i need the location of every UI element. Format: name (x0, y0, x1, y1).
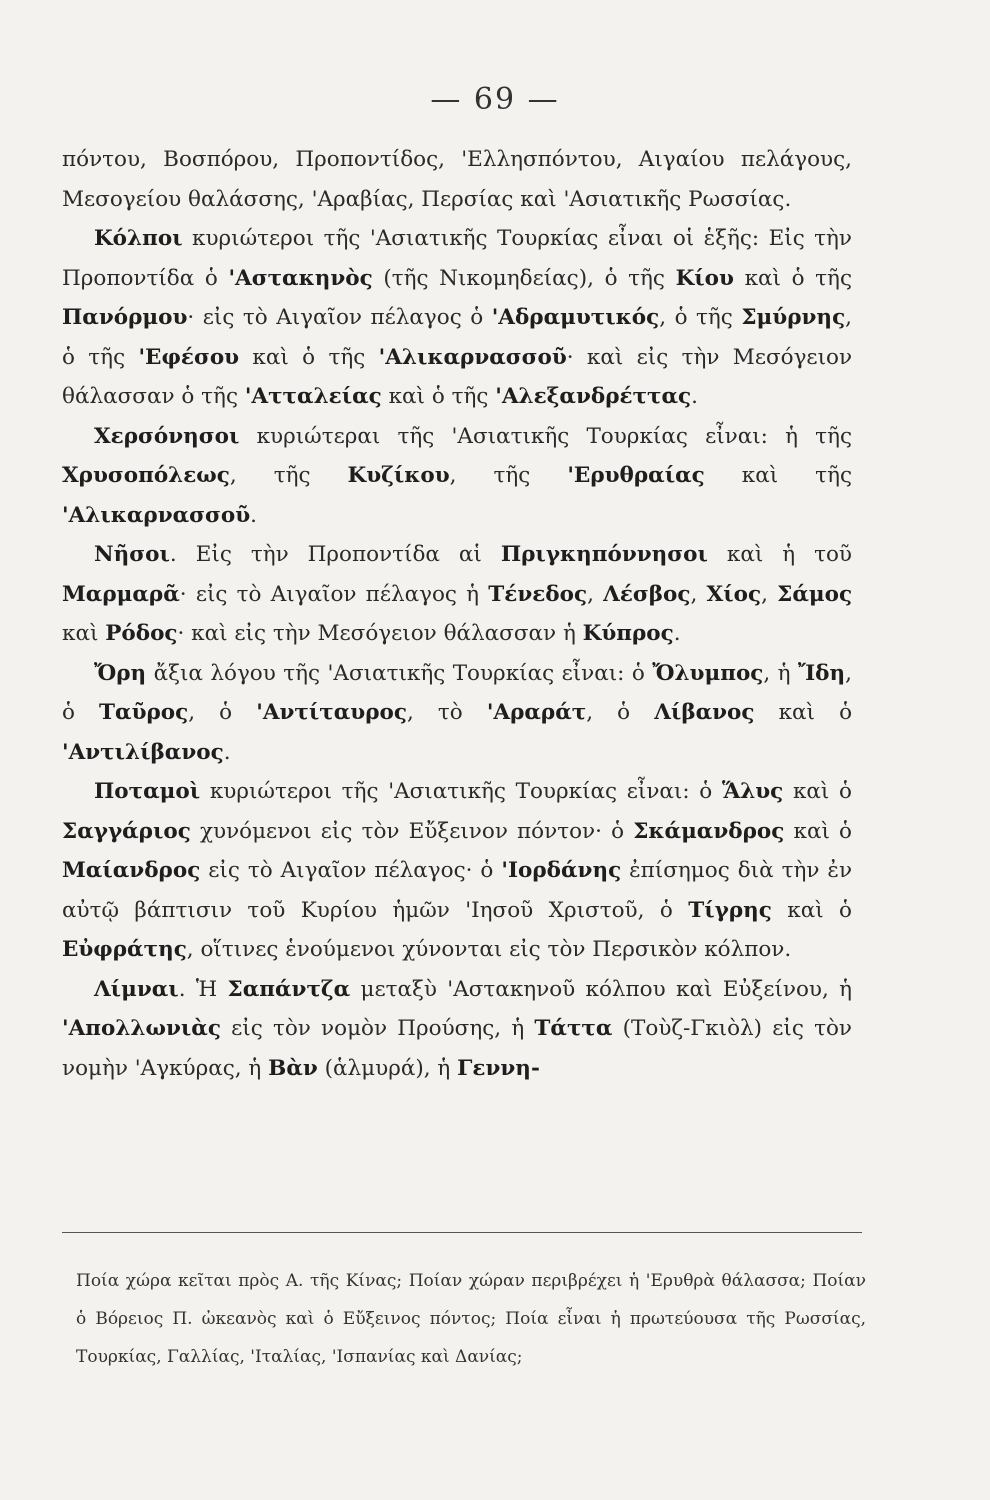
bold-term: Σαπάντζα (227, 976, 351, 1002)
text-run: (Τοὺζ-Γκιὸλ) εἰς τὸν νομὴν 'Αγκύρας, ἡ (62, 1016, 852, 1081)
bold-term: Τάττα (534, 1016, 613, 1041)
bold-term: Ταῦρος (99, 700, 189, 725)
text-run: , τῆς (229, 463, 348, 488)
bold-term: Σαγγάριος (62, 818, 191, 844)
paragraph-continuation (62, 140, 852, 219)
paragraph-gulfs (62, 219, 852, 417)
bold-term: Κίου (675, 265, 734, 291)
bold-term: 'Ιορδάνης (501, 858, 622, 883)
text-run: , (761, 581, 778, 607)
bold-term: Μαίανδρος (62, 858, 201, 883)
text-run: . Εἰς τὴν Προποντίδα αἱ (169, 542, 501, 567)
bold-term: Τένεδος (488, 581, 588, 607)
bold-term: Τίγρης (688, 897, 772, 923)
text-run: κυριώτεραι τῆς 'Ασιατικῆς Τουρκίας εἶναι: ἡ τῆς (239, 423, 852, 449)
bold-term: Ποταμοὶ (94, 779, 201, 804)
text-run: · εἰς τὸ Αιγαῖον πέλαγος ἡ (179, 581, 489, 607)
bold-term: Ἅλυς (721, 779, 784, 804)
text-run: καὶ ἡ τοῦ (707, 542, 852, 567)
paragraph-peninsulas (62, 417, 852, 536)
text-run: καὶ ὁ (783, 779, 853, 804)
text-run: καὶ τῆς (704, 463, 852, 488)
text-run: ἄξια λόγου τῆς 'Ασιατικῆς Τουρκίας εἶναι: ὁ (146, 660, 653, 686)
bold-term: 'Αλικαρνασσοῦ (62, 502, 251, 528)
bold-term: Σκάμανδρος (633, 818, 785, 844)
bold-term: Ὄρη (94, 660, 147, 686)
bold-term: Κύπρος (582, 621, 674, 646)
text-run: καὶ (62, 621, 106, 646)
text-run: · εἰς τὸ Αιγαῖον πέλαγος ὁ (187, 305, 492, 330)
page-number: — 69 — (430, 82, 560, 117)
text-run: , οἵτινες ἑνούμενοι χύνονται εἰς τὸν Περσικὸν κόλπον. (186, 937, 792, 962)
bold-term: Ὄλυμπος (652, 660, 764, 686)
text-run: , τῆς (449, 463, 568, 488)
bold-term: Γεννη- (457, 1055, 540, 1081)
text-run: εἰς τὸν νομὸν Προύσης, ἡ (220, 1016, 535, 1041)
footnote-divider (62, 1232, 862, 1233)
bold-term: 'Αντιλίβανος (62, 739, 224, 765)
text-run: χυνόμενοι εἰς τὸν Εὔξεινον πόντον· ὁ (190, 818, 634, 844)
bold-term: Χερσόνησοι (94, 423, 240, 449)
text-run: . (250, 502, 257, 528)
text-run: · καὶ εἰς τὴν Μεσόγειον θάλασσαν ἡ (177, 621, 583, 646)
text-run: , (690, 581, 707, 607)
bold-term: Κυζίκου (347, 463, 450, 488)
text-run: . Ἡ (178, 976, 228, 1002)
bold-term: Εὐφράτης (62, 937, 187, 962)
text-run: πόντου, Βοσπόρου, Προποντίδος, 'Ελλησπόντου, Αιγαίου πελάγους, Μεσογείου θαλάσσης, 'Αραβίας, Περσίας καὶ 'Ασιατικῆς Ρωσσίας. (62, 147, 852, 212)
text-run: . (673, 621, 681, 646)
bold-term: 'Ατταλείας (244, 384, 382, 409)
text-run: μεταξὺ 'Αστακηνοῦ κόλπου καὶ Εὐξείνου, ἡ (350, 976, 852, 1002)
bold-term: Ρόδος (105, 621, 178, 646)
text-run: . (691, 384, 698, 409)
bold-term: Λέσβος (603, 581, 691, 607)
text-run: , ὁ τῆς (659, 305, 742, 330)
text-run: , ὁ τῆς (62, 305, 852, 370)
main-text (62, 140, 852, 1088)
text-run: (ἁλμυρά), ἡ (317, 1055, 458, 1081)
text-run: . (223, 739, 231, 765)
text-run: (τῆς Νικομηδείας), ὁ τῆς (372, 265, 676, 291)
text-run: καὶ ὁ τῆς (239, 344, 379, 370)
text-run: καὶ ὁ (754, 700, 853, 725)
bold-term: Χρυσοπόλεως (62, 463, 230, 488)
bold-term: Λίμναι (94, 976, 179, 1002)
bold-term: Μαρμαρᾶ (62, 581, 180, 607)
text-run: καὶ ὁ (784, 818, 852, 844)
paragraph-rivers (62, 772, 852, 970)
text-run: καὶ ὁ τῆς (381, 384, 496, 409)
bold-term: 'Αντίταυρος (256, 700, 407, 725)
bold-term: 'Αδραμυτικός (491, 305, 660, 330)
text-run: , ὁ (62, 660, 852, 725)
bold-term: 'Απολλωνιὰς (62, 1016, 221, 1041)
bold-term: Βὰν (268, 1055, 318, 1081)
text-run: κυριώτεροι τῆς 'Ασιατικῆς Τουρκίας εἶναι: ὁ (200, 779, 722, 804)
bold-term: 'Αστακηνὸς (228, 265, 373, 291)
text-run: ἐπίσημος διὰ τὴν ἐν αὐτῷ βάπτισιν τοῦ Κυρίου ἡμῶν 'Ιησοῦ Χριστοῦ, ὁ (62, 858, 853, 923)
bold-term: 'Αλικαρνασσοῦ (378, 344, 567, 370)
text-run: εἰς τὸ Αιγαῖον πέλαγος· ὁ (200, 858, 502, 883)
text-run: , ὁ (188, 700, 257, 725)
paragraph-islands (62, 535, 852, 654)
bold-term: Σμύρνης (741, 305, 846, 330)
text-run: , (587, 581, 604, 607)
text-run: καὶ ὁ (771, 897, 853, 923)
bold-term: Σάμος (777, 581, 853, 607)
text-run: καὶ ὁ τῆς (733, 265, 852, 291)
bold-term: Νῆσοι (94, 542, 170, 567)
text-run: , ὁ (586, 700, 655, 725)
footnote (76, 1262, 866, 1376)
bold-term: Πανόρμου (62, 305, 188, 330)
paragraph-mountains (62, 654, 852, 773)
text-run: κυριώτεροι τῆς 'Ασιατικῆς Τουρκίας εἶναι οἱ ἑξῆς: Εἰς τὴν Προποντίδα ὁ (62, 226, 852, 291)
text-run: , τὸ (406, 700, 487, 725)
bold-term: Ἴδη (798, 660, 846, 686)
bold-term: 'Ερυθραίας (567, 463, 705, 488)
footnote-text: Ποία χώρα κεῖται πρὸς Α. τῆς Κίνας; Ποίαν χώραν περιβρέχει ἡ 'Ερυθρὰ θάλασσα; Ποίαν ὁ Βόρειος Π. ὠκεανὸς καὶ ὁ Εὔξεινος πόντος; Ποία εἶναι ἡ πρωτεύουσα τῆς Ρωσσίας, Τουρκίας, Γαλλίας, 'Ιταλίας, 'Ισπανίας καὶ Δανίας; (76, 1271, 866, 1367)
bold-term: Πριγκηπόννησοι (500, 542, 708, 567)
bold-term: 'Εφέσου (138, 344, 240, 370)
bold-term: Κόλποι (94, 226, 183, 251)
bold-term: Λίβανος (654, 700, 755, 725)
bold-term: 'Αραράτ (486, 700, 587, 725)
bold-term: Χίος (706, 581, 762, 607)
paragraph-lakes (62, 970, 852, 1089)
text-run: · καὶ εἰς τὴν Μεσόγειον θάλασσαν ὁ τῆς (62, 344, 853, 409)
text-run: , ἡ (763, 660, 798, 686)
bold-term: 'Αλεξανδρέττας (495, 384, 692, 409)
